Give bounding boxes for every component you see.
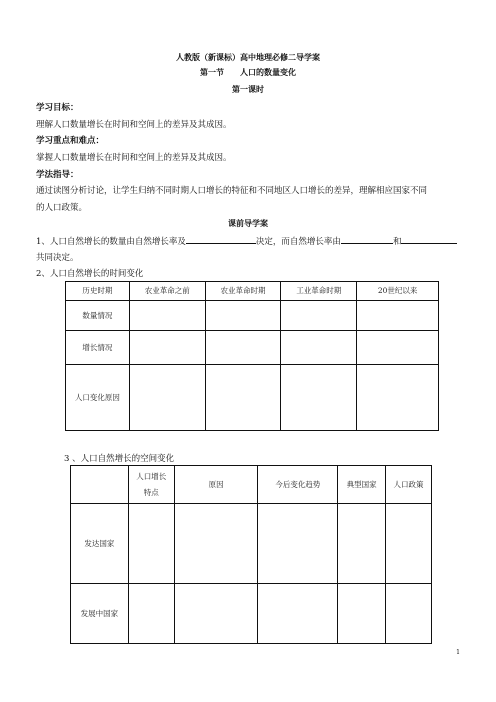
method-heading: 学法指导： [36, 170, 79, 180]
time-change-table [65, 281, 439, 431]
page-number: 1 [456, 649, 460, 656]
answer-cell[interactable] [205, 365, 281, 431]
header-cell: 人口增长特点 [128, 466, 174, 504]
document-title: 人教版（新课标）高中地理必修二导学案 [176, 53, 320, 62]
header-cell [71, 466, 129, 504]
header-cell: 典型国家 [338, 466, 386, 504]
answer-cell[interactable] [357, 365, 439, 431]
lesson-title: 第一课时 [232, 85, 264, 94]
answer-blank-3[interactable] [401, 236, 457, 244]
question-1-text-a: 1、人口自然增长的数量由自然增长率及 [36, 237, 186, 247]
header-cell: 20世纪以来 [357, 282, 439, 301]
question-1-text-c: 和 [392, 237, 402, 247]
table-row [66, 301, 439, 331]
answer-cell[interactable] [258, 584, 338, 644]
answer-cell[interactable] [129, 301, 205, 331]
question-1-line2: 共同决定。 [36, 253, 79, 263]
answer-cell[interactable] [128, 504, 174, 584]
header-cell: 农业革命时期 [205, 282, 281, 301]
header-cell: 农业革命之前 [129, 282, 205, 301]
answer-cell[interactable] [174, 584, 258, 644]
method-text-line2: 的人口政策。 [36, 203, 88, 213]
answer-cell[interactable] [129, 331, 205, 365]
question-3-title: 3 、人口自然增长的空间变化 [64, 454, 175, 464]
answer-cell[interactable] [386, 584, 432, 644]
question-1-line1 [36, 235, 457, 247]
row-label: 发展中国家 [71, 584, 129, 644]
answer-blank-1[interactable] [186, 236, 256, 244]
answer-cell[interactable] [281, 365, 357, 431]
keypoints-text: 掌握人口数量增长在时间和空间上的差异及其成因。 [36, 153, 232, 163]
answer-cell[interactable] [338, 504, 386, 584]
row-label: 发达国家 [71, 504, 129, 584]
row-label: 增长情况 [66, 331, 130, 365]
answer-blank-2[interactable] [341, 236, 393, 244]
row-label: 数量情况 [66, 301, 130, 331]
question-2-title: 2、人口自然增长的时间变化 [36, 269, 144, 279]
goals-heading: 学习目标： [36, 103, 79, 113]
table-row [71, 504, 432, 584]
answer-cell[interactable] [258, 504, 338, 584]
row-label: 人口变化原因 [66, 365, 130, 431]
method-text-line1: 通过读图分析讨论，让学生归纳不同时期人口增长的特征和不同地区人口增长的差异，理解相应国家不同 [36, 186, 428, 196]
keypoints-heading: 学习重点和难点： [36, 136, 105, 146]
header-cell: 原因 [174, 466, 258, 504]
table-row [66, 331, 439, 365]
table-row [71, 584, 432, 644]
table-row [66, 365, 439, 431]
answer-cell[interactable] [338, 584, 386, 644]
answer-cell[interactable] [128, 584, 174, 644]
goals-text: 理解人口数量增长在时间和空间上的差异及其成因。 [36, 120, 232, 130]
answer-cell[interactable] [281, 301, 357, 331]
header-cell: 工业革命时期 [281, 282, 357, 301]
table-header-row [66, 282, 439, 301]
prestudy-title: 课前导学案 [228, 219, 268, 228]
header-cell: 人口政策 [386, 466, 432, 504]
answer-cell[interactable] [281, 331, 357, 365]
space-change-table [70, 465, 432, 644]
answer-cell[interactable] [205, 301, 281, 331]
header-cell: 历史时期 [66, 282, 130, 301]
answer-cell[interactable] [386, 504, 432, 584]
section-title: 第一节 人口的数量变化 [200, 68, 296, 77]
answer-cell[interactable] [357, 301, 439, 331]
answer-cell[interactable] [357, 331, 439, 365]
answer-cell[interactable] [174, 504, 258, 584]
question-1-text-b: 决定，而自然增长率由 [255, 237, 341, 247]
answer-cell[interactable] [129, 365, 205, 431]
answer-cell[interactable] [205, 331, 281, 365]
header-cell: 今后变化趋势 [258, 466, 338, 504]
table-header-row [71, 466, 432, 504]
